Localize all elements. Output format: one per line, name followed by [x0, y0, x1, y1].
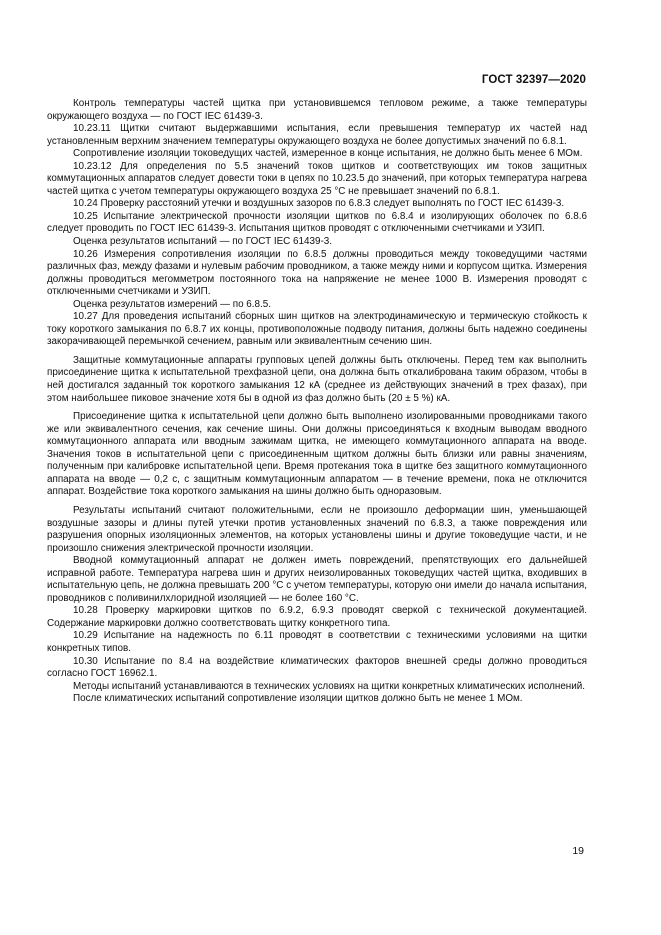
- paragraph: 10.28 Проверку маркировки щитков по 6.9.2, 6.9.3 проводят сверкой с технической документацией. Содержание маркировки должно соответствовать щитку конкретного типа.: [47, 605, 587, 629]
- paragraph: Сопротивление изоляции токоведущих частей, измеренное в конце испытания, не должно быть менее 6 МОм.: [73, 148, 583, 160]
- paragraph: 10.30 Испытание по 8.4 на воздействие климатических факторов внешней среды должно проводиться согласно ГОСТ 16962.1.: [47, 655, 587, 680]
- paragraph: Результаты испытаний считают положительными, если не произошло деформации шин, уменьшающей воздушные зазоры и длины путей утечки против установленных значений по 6.8.3, а также повреждения или разрушения опорных изоляционных элементов, на которых установлены шины и другие токоведущие части, и не произошло снижения электрической прочности изоляции.: [47, 504, 587, 554]
- paragraph: Контроль температуры частей щитка при установившемся тепловом режиме, а также температуры окружающего воздуха — по ГОСТ IEC 61439-3.: [47, 98, 587, 122]
- paragraph: 10.23.11 Щитки считают выдержавшими испытания, если превышения температур их частей над установленным верхним значением температуры окружающего воздуха не более допустимых значений по 6.8.1.: [47, 123, 587, 147]
- paragraph: Методы испытаний устанавливаются в технических условиях на щитки конкретных климатических исполнений.: [73, 680, 586, 692]
- page-number: 19: [572, 845, 584, 857]
- paragraph: После климатических испытаний сопротивление изоляции щитков должно быть не менее 1 МОм.: [73, 693, 523, 705]
- paragraph: 10.29 Испытание на надежность по 6.11 проводят в соответствии с техническими условиями на щитки конкретных типов.: [47, 630, 587, 654]
- paragraph: 10.25 Испытание электрической прочности изоляции щитков по 6.8.4 и изолирующих оболочек по 6.8.6 следует проводить по ГОСТ IEC 61439-3. Испытания щитков проводят с отключенными счетчиками и УЗИП.: [47, 210, 587, 235]
- paragraph: Оценка результатов испытаний — по ГОСТ IEC 61439-3.: [73, 236, 333, 248]
- document-header: ГОСТ 32397—2020: [481, 74, 586, 86]
- paragraph: Вводной коммутационный аппарат не должен иметь повреждений, препятствующих его дальнейшей исправной работе. Температура нагрева шин и других неизолированных токоведущих частей щитка, входивших в испытательную цепь, не должна превышать 200 °С с учетом температуры, которую они имели до начала испытания, проводников с поливинилхлоридной изоляцией — не более 160 °С.: [47, 555, 587, 604]
- document-body: [47, 98, 587, 706]
- paragraph: 10.24 Проверку расстояний утечки и воздушных зазоров по 6.8.3 следует выполнять по ГОСТ IEC 61439-3.: [73, 198, 565, 210]
- paragraph: 10.23.12 Для определения по 5.5 значений токов щитков и соответствующих им токов защитных коммутационных аппаратов следует довести токи в цепях по 10.23.5 до значений, при которых температура нагрева частей щитка с учетом температуры окружающего воздуха 25 °С не превышает значений по 6.8.1.: [47, 160, 587, 197]
- paragraph: Присоединение щитка к испытательной цепи должно быть выполнено изолированными проводниками такого же или эквивалентного сечения, как сечение шины. Они должны присоединяться к входным выводам вводного коммутационного аппарата или вводным зажимам щитка, не имеющего коммутационного аппарата на вводе. Значения токов в испытательной цепи с присоединенным щитком должны быть близки или равны значениям, полученным при калибровке испытательной цепи. Время протекания тока в щитке без защитного коммутационного аппарата на вводе — 0,2 с, с защитным коммутационным аппаратом — в течение времени, пока не отключится аппарат. Воздействие тока короткого замыкания на шины должно быть одноразовым.: [47, 411, 587, 498]
- paragraph: 10.27 Для проведения испытаний сборных шин щитков на электродинамическую и термическую стойкость к току короткого замыкания по 6.8.7 их концы, противоположные подводу питания, должны быть надежно соединены закорачивающей перемычкой сечением, равным или эквивалентным сечению шин.: [47, 311, 587, 348]
- paragraph: Оценка результатов измерений — по 6.8.5.: [73, 298, 272, 310]
- paragraph: 10.26 Измерения сопротивления изоляции по 6.8.5 должны проводиться между токоведущими частями различных фаз, между фазами и нулевым рабочим проводником, а также между ними и корпусом щитка. Измерения должны проводиться мегомметром постоянного тока на напряжение не менее 1000 В. Измерения проводят с отключенными счетчиками и УЗИП.: [47, 248, 587, 298]
- paragraph: Защитные коммутационные аппараты групповых цепей должны быть отключены. Перед тем как выполнить присоединение щитка к испытательной трехфазной цепи, она должна быть откалибрована таким образом, чтобы в ней достигался заданный ток короткого замыкания 12 кА (среднее из действующих значений в трех фазах), при этом наибольшее пиковое значение хотя бы в одной из фаз должно быть (20 ± 5 %) кА.: [47, 354, 587, 404]
